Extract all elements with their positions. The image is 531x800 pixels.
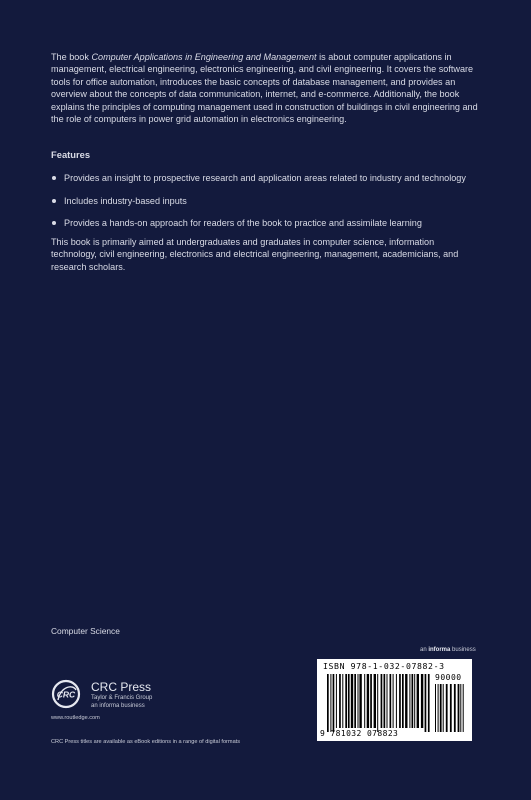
barcode-addon-bar	[440, 684, 442, 732]
barcode-addon-bar	[443, 684, 444, 732]
logo-text: CRC	[56, 689, 76, 700]
barcode-bar	[412, 674, 414, 728]
bullet-icon	[52, 199, 56, 203]
ebook-note: CRC Press titles are available as eBook editions in a range of digital formats	[51, 739, 241, 745]
price-code: 90000	[435, 673, 462, 682]
barcode-bar	[417, 674, 419, 728]
book-description	[51, 51, 481, 125]
barcode-bar	[330, 674, 331, 732]
publisher-website: www.routledge.com	[51, 715, 100, 721]
bullet-icon	[52, 176, 56, 180]
barcode-addon-bar	[463, 684, 464, 732]
barcode-bar	[367, 674, 369, 728]
barcode-bar	[428, 674, 430, 732]
publisher-group: Taylor & Francis Group	[91, 695, 153, 701]
feature-item	[51, 217, 491, 229]
feature-text: Provides an insight to prospective research and application areas related to industry and technology	[64, 173, 466, 183]
barcode-bar	[342, 674, 343, 728]
barcode-addon-bar	[454, 684, 456, 732]
publisher-name: CRC Press	[91, 680, 152, 694]
barcode-bar	[402, 674, 404, 728]
audience-paragraph: This book is primarily aimed at undergraduates and graduates in computer science, information technology, civil engineering, electronics and electrical engineering, management, academicians, and research scholars.	[51, 237, 459, 272]
barcode-bar	[421, 674, 423, 728]
barcode-bar	[384, 674, 386, 728]
description-intro: The book	[51, 52, 92, 62]
barcode-bar	[425, 674, 427, 732]
crc-press-logo	[51, 679, 81, 709]
barcode-bar	[399, 674, 401, 728]
barcode-bar	[348, 674, 350, 728]
barcode-bar	[409, 674, 410, 728]
barcode-bar	[327, 674, 329, 732]
barcode-addon-bar	[446, 684, 448, 732]
barcode-bar	[414, 674, 415, 728]
barcode-bar	[358, 674, 359, 728]
bullet-icon	[52, 221, 56, 225]
features-list	[51, 172, 491, 240]
feature-item	[51, 195, 491, 207]
barcode-bar	[351, 674, 353, 728]
barcode-addon-bar	[458, 684, 460, 732]
barcode-bar	[381, 674, 383, 728]
publisher-business: an informa business	[91, 703, 145, 709]
barcode-bar	[336, 674, 337, 728]
features-heading: Features	[51, 149, 91, 160]
barcode-bar	[359, 674, 361, 728]
barcode-bar	[396, 674, 397, 728]
description-text: is about computer applications in management, electrical engineering, electronics engineering, and civil engineering. It covers the software tools for office automation, introduces the basic concepts of database management, and provides an overview about the concepts of data communication, internet, and e-commerce. Additionally, the book explains the principles of computing management used in construction of buildings in civil engineering and the role of computers in power grid automation in electronics engineering.	[51, 52, 478, 125]
barcode-bar	[405, 674, 407, 728]
ean-digits: 9 781032 078823	[320, 729, 399, 738]
book-title: Computer Applications in Engineering and Management	[91, 52, 317, 62]
barcode-addon-bar	[435, 684, 436, 732]
informa-tagline: an informa business	[420, 647, 476, 653]
feature-text: Includes industry-based inputs	[64, 195, 187, 206]
barcode-bars	[318, 660, 471, 740]
barcode-bar	[339, 674, 341, 728]
barcode-bar	[370, 674, 372, 728]
barcode-addon-bar	[460, 684, 461, 732]
subject-category: Computer Science	[51, 626, 120, 636]
barcode-bar	[387, 674, 388, 728]
isbn-barcode	[317, 659, 472, 741]
barcode-bar	[364, 674, 365, 728]
barcode-bar	[393, 674, 394, 728]
feature-item	[51, 172, 491, 184]
barcode-bar	[354, 674, 356, 728]
barcode-addon-bar	[438, 684, 439, 732]
barcode-addon-bar	[450, 684, 452, 732]
barcode-bar	[333, 674, 335, 732]
isbn-text: ISBN 978-1-032-07882-3	[323, 661, 445, 671]
barcode-bar	[374, 674, 376, 728]
barcode-bar	[377, 674, 378, 732]
barcode-bar	[390, 674, 392, 728]
barcode-bar	[345, 674, 347, 728]
feature-text: Provides a hands-on approach for readers of the book to practice and assimilate learning	[64, 218, 422, 228]
